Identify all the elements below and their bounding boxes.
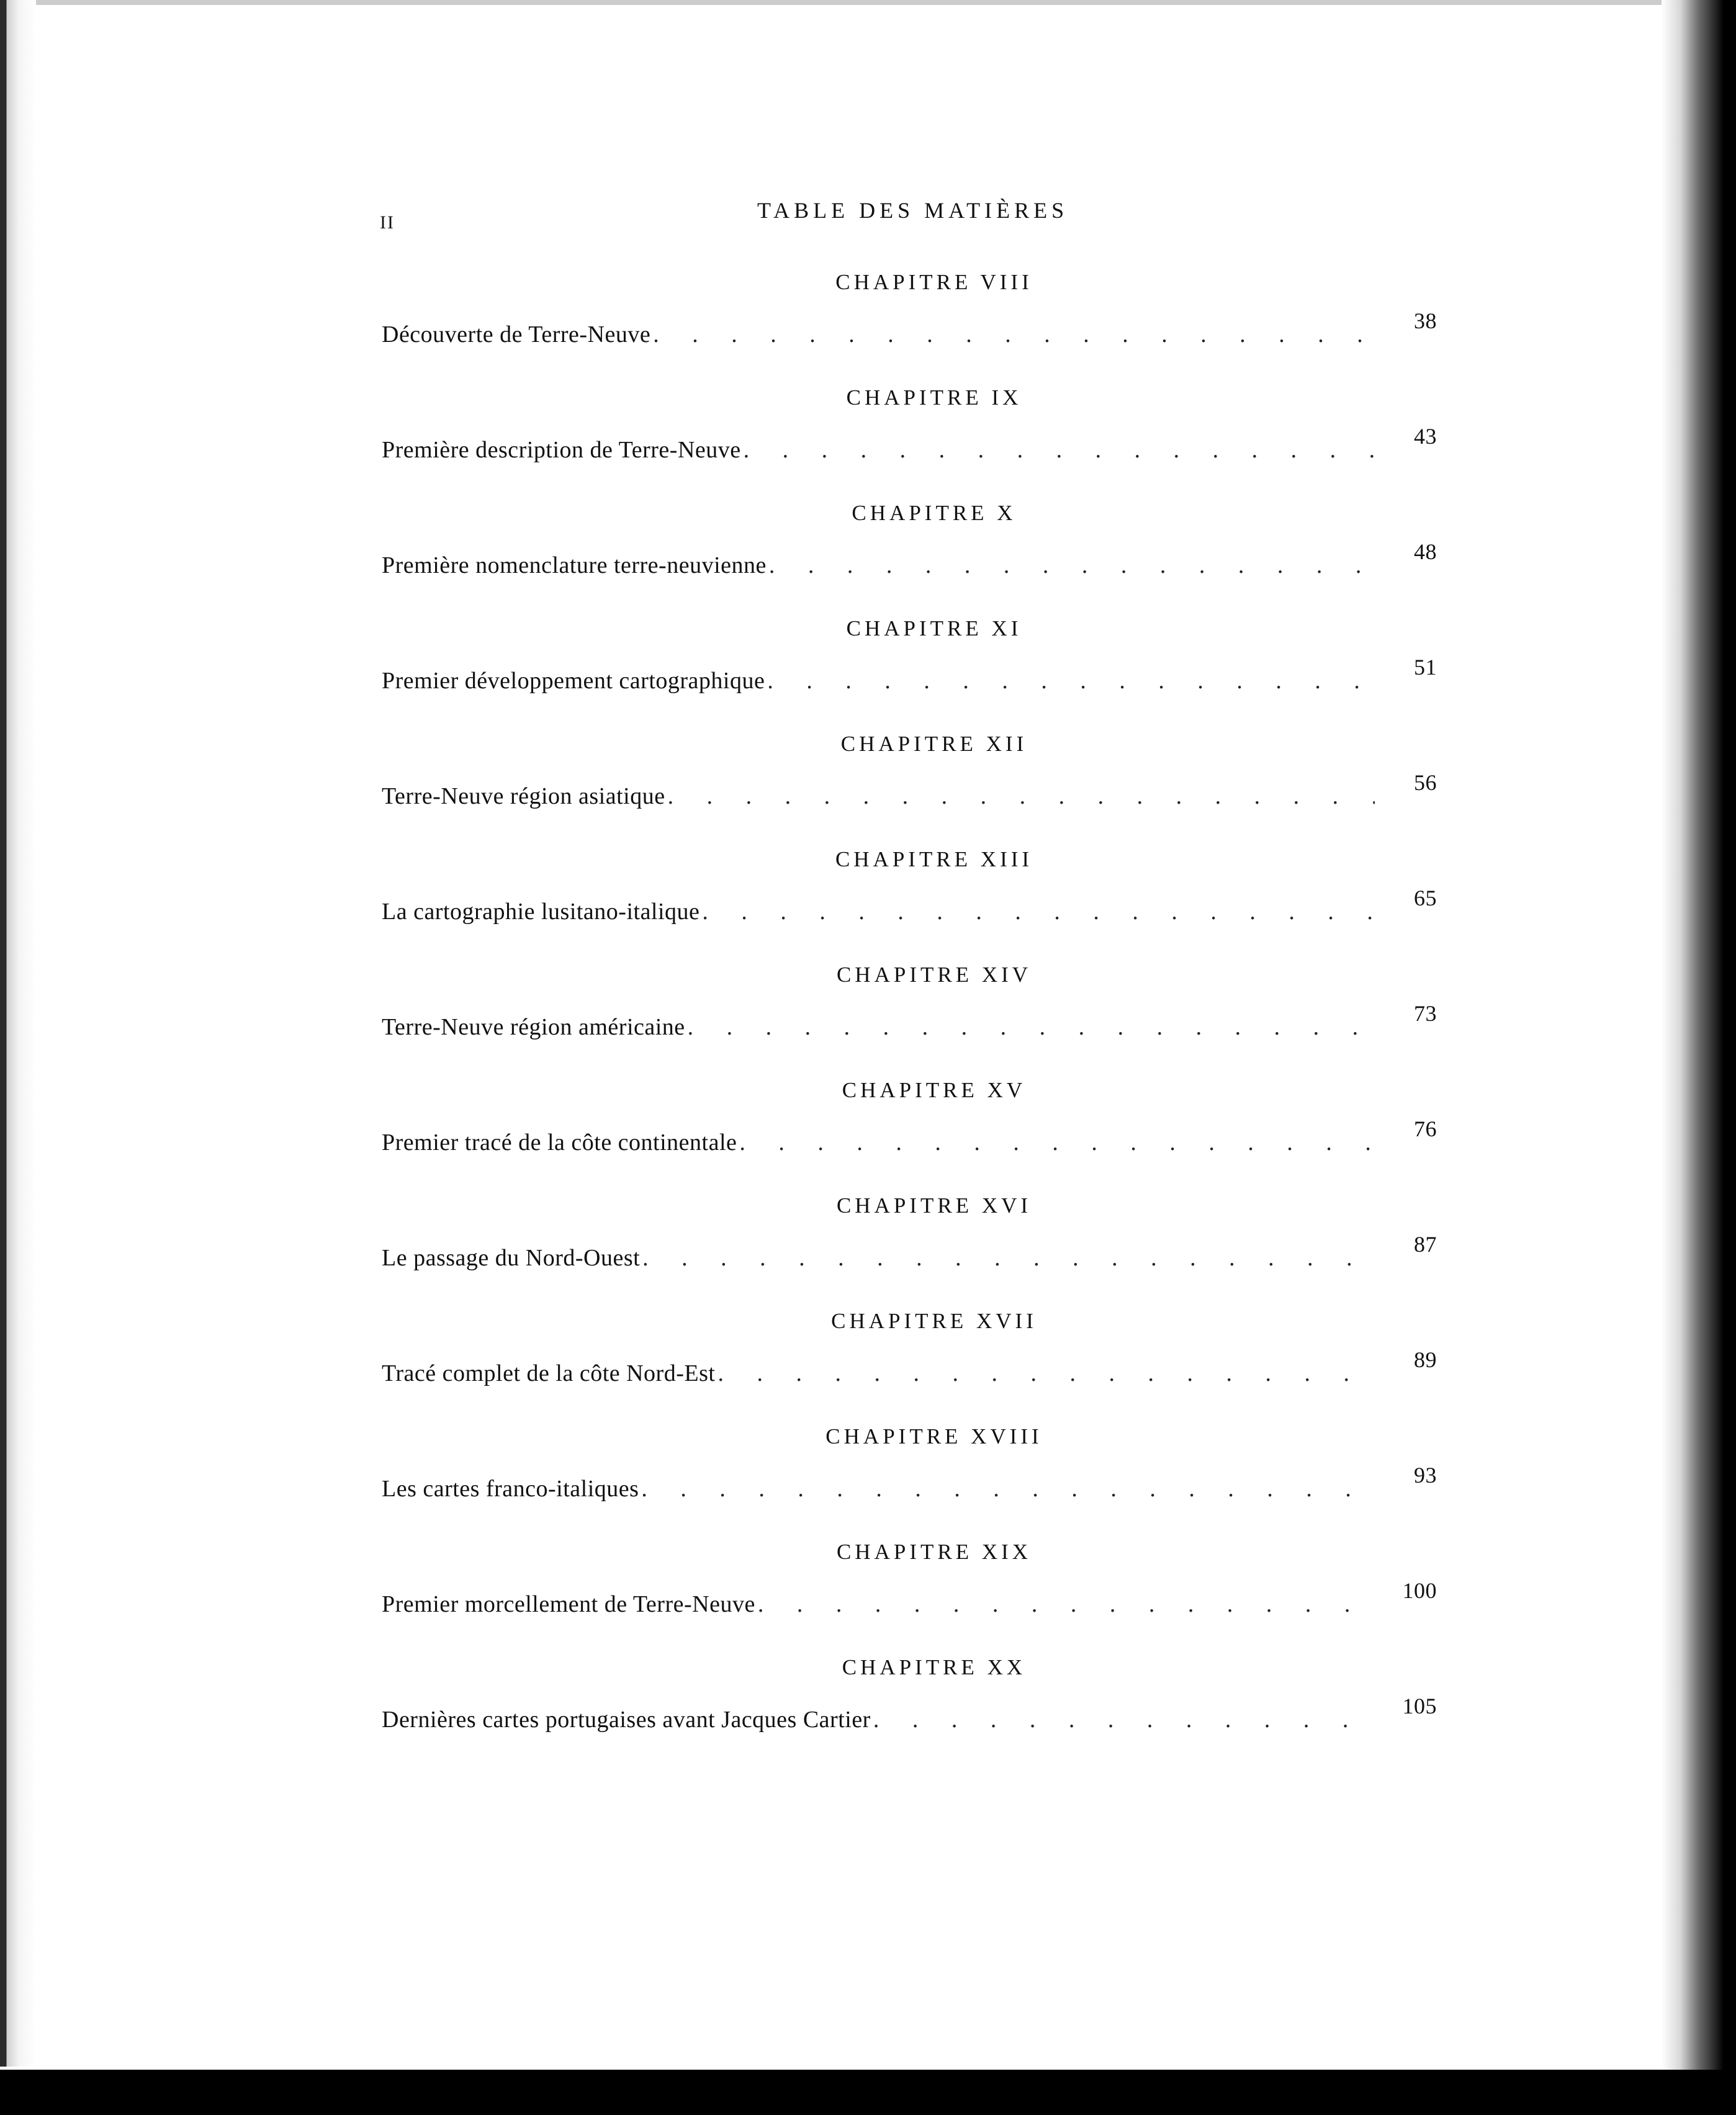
toc-line[interactable] [382,1347,1437,1387]
chapter-title: Découverte de Terre-Neuve [382,321,651,348]
scan-right-edge [1662,0,1736,2115]
chapter-page-number: 105 [1402,1694,1437,1718]
chapter-page-number: 65 [1414,886,1437,910]
toc-line[interactable] [382,1694,1437,1733]
chapter-page-number: 76 [1414,1116,1437,1141]
toc-line[interactable] [382,886,1437,925]
chapter-page-number: 38 [1414,308,1437,333]
dot-leader [769,552,1375,579]
toc-entry [382,725,1437,841]
toc-line[interactable] [382,1232,1437,1272]
toc-entry [382,841,1437,956]
scan-left-edge [0,0,36,2067]
toc-line[interactable] [382,308,1437,348]
chapter-heading: CHAPITRE XI [846,616,1022,640]
chapter-page-number: 89 [1414,1347,1437,1372]
toc-line[interactable] [382,770,1437,810]
toc-line[interactable] [382,1578,1437,1618]
toc-entry [382,1303,1437,1418]
toc-entry [382,1533,1437,1649]
toc-entry [382,1649,1437,1764]
chapter-heading: CHAPITRE XIV [836,963,1032,987]
toc-entry [382,495,1437,610]
chapter-title: Première description de Terre-Neuve [382,437,741,463]
chapter-title: Premier morcellement de Terre-Neuve [382,1591,755,1617]
chapter-title: Tracé complet de la côte Nord-Est [382,1360,716,1386]
dot-leader [702,898,1375,925]
dot-leader [767,667,1375,694]
chapter-heading: CHAPITRE XX [842,1655,1027,1679]
chapter-heading: CHAPITRE X [852,501,1017,525]
toc-entry [382,1187,1437,1303]
chapter-page-number: 87 [1414,1232,1437,1257]
chapter-title: Premier tracé de la côte continentale [382,1129,737,1156]
chapter-title: Les cartes franco-italiques [382,1476,639,1502]
dot-leader [717,1360,1375,1387]
chapter-page-number: 100 [1402,1578,1437,1603]
chapter-page-number: 93 [1414,1463,1437,1488]
toc-entry [382,264,1437,379]
running-head: TABLE DES MATIÈRES [757,198,1069,223]
dot-leader [642,1244,1375,1272]
toc-entry [382,610,1437,725]
chapter-title: Le passage du Nord-Ouest [382,1245,641,1271]
dot-leader [744,436,1375,464]
toc-line[interactable] [382,1001,1437,1041]
toc-line[interactable] [382,539,1437,579]
chapter-heading: CHAPITRE XVIII [825,1424,1043,1448]
chapter-heading: CHAPITRE XII [840,732,1028,756]
chapter-title: Dernières cartes portugaises avant Jacques Cartier [382,1707,871,1733]
dot-leader [873,1706,1375,1733]
toc-entry [382,1418,1437,1533]
chapter-page-number: 43 [1414,424,1437,449]
chapter-page-number: 48 [1414,539,1437,564]
toc-line[interactable] [382,1463,1437,1502]
toc-line[interactable] [382,424,1437,464]
toc-line[interactable] [382,655,1437,694]
scan-top-edge [0,0,1736,5]
toc-entry [382,1072,1437,1187]
chapter-heading: CHAPITRE XIII [835,847,1033,871]
chapter-title: Première nomenclature terre-neuvienne [382,552,767,578]
scan-bottom-band [0,2070,1736,2115]
dot-leader [739,1129,1375,1156]
chapter-heading: CHAPITRE XV [842,1078,1027,1102]
dot-leader [668,783,1375,810]
dot-leader [641,1475,1375,1502]
chapter-heading: CHAPITRE IX [846,385,1022,410]
toc-entry [382,379,1437,495]
chapter-heading: CHAPITRE XVI [836,1193,1032,1218]
chapter-title: Terre-Neuve région américaine [382,1014,685,1040]
page-number: II [380,212,395,233]
chapter-page-number: 56 [1414,770,1437,795]
chapter-title: Premier développement cartographique [382,668,765,694]
dot-leader [653,321,1375,348]
dot-leader [758,1591,1375,1618]
chapter-page-number: 73 [1414,1001,1437,1026]
chapter-title: Terre-Neuve région asiatique [382,783,665,809]
chapter-heading: CHAPITRE VIII [835,270,1033,294]
chapter-heading: CHAPITRE XIX [836,1540,1032,1564]
toc-entry [382,956,1437,1072]
chapter-heading: CHAPITRE XVII [831,1309,1037,1333]
toc-line[interactable] [382,1116,1437,1156]
chapter-title: La cartographie lusitano-italique [382,899,700,925]
table-of-contents [382,264,1437,1764]
dot-leader [688,1013,1375,1041]
chapter-page-number: 51 [1414,655,1437,680]
